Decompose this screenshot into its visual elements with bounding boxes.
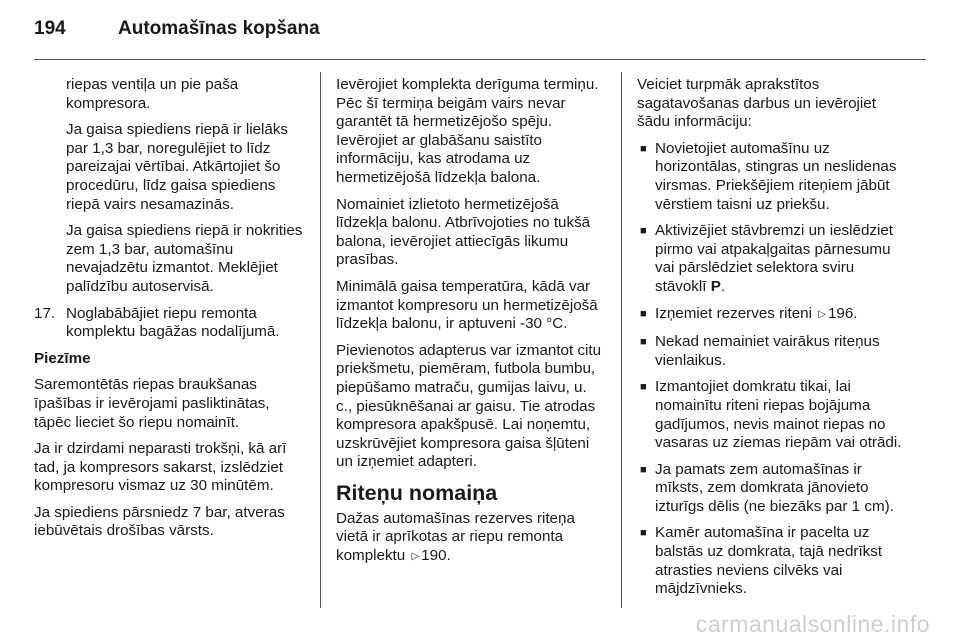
page-title: Automašīnas kopšana (118, 18, 320, 39)
bullet-square-icon: ■ (640, 336, 647, 349)
list-item (637, 222, 907, 296)
list-item-text: Ja pamats zem automašīnas ir mīksts, zem domkrata jānovieto izturīgs dēlis (ne biezāks par 1 cm). (655, 460, 894, 515)
page-reference-link[interactable]: 196. (827, 304, 858, 322)
list-item (637, 461, 907, 517)
list-item-text-part: Aktivizējiet stāvbremzi un ieslēdziet pirmo vai atpakaļgaitas pārnesumu vai pārslēdziet selektora sviru stāvoklī (655, 222, 894, 295)
column-divider-1 (320, 72, 321, 608)
watermark: carmanualsonline.info (695, 611, 930, 637)
section-heading: Riteņu nomaiņa (336, 480, 498, 505)
list-item-text-part: Izņemiet rezerves riteni (655, 304, 812, 322)
list-item-text-end: . (720, 277, 726, 295)
header-rule (34, 59, 926, 60)
column-divider-2 (621, 72, 622, 608)
bullet-square-icon: ■ (640, 142, 647, 155)
column-3 (637, 76, 907, 607)
list-item (637, 333, 907, 370)
paragraph: riepas ventiļa un pie paša kompresora. (66, 76, 239, 112)
bullet-square-icon: ■ (640, 381, 647, 394)
note-paragraph: Saremontētās riepas braukšanas īpašības ir ievērojami pasliktinātas, tāpēc lieciet šo riepu nomainīt. (34, 376, 270, 431)
paragraph-text: Dažas automašīnas rezerves riteņa vietā ir aprīkotas ar riepu remonta komplektu (336, 509, 575, 565)
paragraph: Nomainiet izlietoto hermetizējošā līdzekļa balonu. Atbrīvojoties no tukšā balona, ievērojiet attiecīgās likumu prasības. (336, 195, 591, 269)
paragraph: Ievērojiet komplekta derīguma termiņu. Pēc šī termiņa beigām vairs nevar garantēt tā hermetizējošo spēju. Ievērojiet ar glabāšanu saistīto informāciju, kas atrodama uz hermetizējošā līdzekļa balona. (336, 76, 599, 186)
step-number: 17. (34, 304, 56, 322)
list-item-text: Izmantojiet domkratu tikai, lai nomainītu riteni riepas bojājuma gadījumos, nevis mainot riepas no vasaras uz ziemas riepām vai otrādi. (655, 378, 902, 452)
paragraph (336, 510, 606, 568)
page-header (34, 18, 320, 48)
gear-position-label: P (710, 277, 721, 295)
note-paragraph: Ja ir dzirdami neparasti trokšņi, kā arī tad, ja kompresors sakarst, izslēdziet kompresoru vismaz uz 30 minūtēm. (34, 440, 287, 495)
page-reference-icon: ▷ (818, 308, 826, 320)
list-item (637, 140, 907, 214)
column-1 (34, 76, 310, 549)
list-item (637, 524, 907, 598)
list-item-text: Novietojiet automašīnu uz horizontālas, stingras un neslidenas virsmas. Priekšējiem riteņiem jābūt vērstiem taisni uz priekšu. (655, 139, 897, 213)
numbered-step-17 (34, 305, 310, 342)
note-paragraph: Ja spiediens pārsniedz 7 bar, atveras iebūvētais drošības vārsts. (34, 503, 285, 540)
bullet-square-icon: ■ (640, 463, 647, 476)
paragraph: Pievienotos adapterus var izmantot citu priekšmetu, piemēram, futbola bumbu, piepūšamo matraču, gumijas laivu, u. c., piesūknēšanai ar gaisu. Tie atrodas kompresora apakšpusē. Lai noņemtu, uzskrūvējiet kompresora gaisa šļūteni un izņemiet adapteri. (336, 341, 602, 471)
list-item-text: Kamēr automašīna ir pacelta uz balstās uz domkrata, tajā nedrīkst atrasties neviens cilvēks vai mājdzīvnieks. (655, 524, 883, 598)
bullet-square-icon: ■ (640, 307, 647, 320)
bullet-square-icon: ■ (640, 527, 647, 540)
list-item-text (655, 222, 907, 296)
step-text: Noglabābājiet riepu remonta komplektu bagāžas nodalījumā. (66, 304, 280, 341)
note-title: Piezīme (34, 349, 91, 367)
list-item-text (655, 305, 907, 326)
paragraph: Minimālā gaisa temperatūra, kādā var izmantot kompresoru un hermetizējošā līdzekļa balonu, ir aptuveni -30 °C. (336, 277, 598, 333)
paragraph: Veiciet turpmāk aprakstītos sagatavošanas darbus un ievērojiet šādu informāciju: (637, 76, 876, 131)
column-2 (336, 76, 606, 576)
page-number: 194 (34, 18, 66, 39)
list-item (637, 305, 907, 326)
list-item (637, 378, 907, 452)
list-item-text: Nekad nemainiet vairākus riteņus vienlaikus. (655, 333, 880, 369)
page-reference-icon: ▷ (411, 551, 420, 563)
paragraph: Ja gaisa spiediens riepā ir lielāks par 1,3 bar, noregulējiet to līdz pareizajai vērtībai. Atkārtojiet šo procedūru, līdz gaisa spiediens riepā vairs nesamazinās. (66, 121, 289, 213)
page-reference-link[interactable]: 190. (421, 547, 451, 565)
paragraph: Ja gaisa spiediens riepā ir nokrities zem 1,3 bar, automašīnu nevajadzētu izmantot. Meklējiet palīdzību autoservisā. (66, 222, 303, 295)
bullet-square-icon: ■ (640, 225, 647, 238)
